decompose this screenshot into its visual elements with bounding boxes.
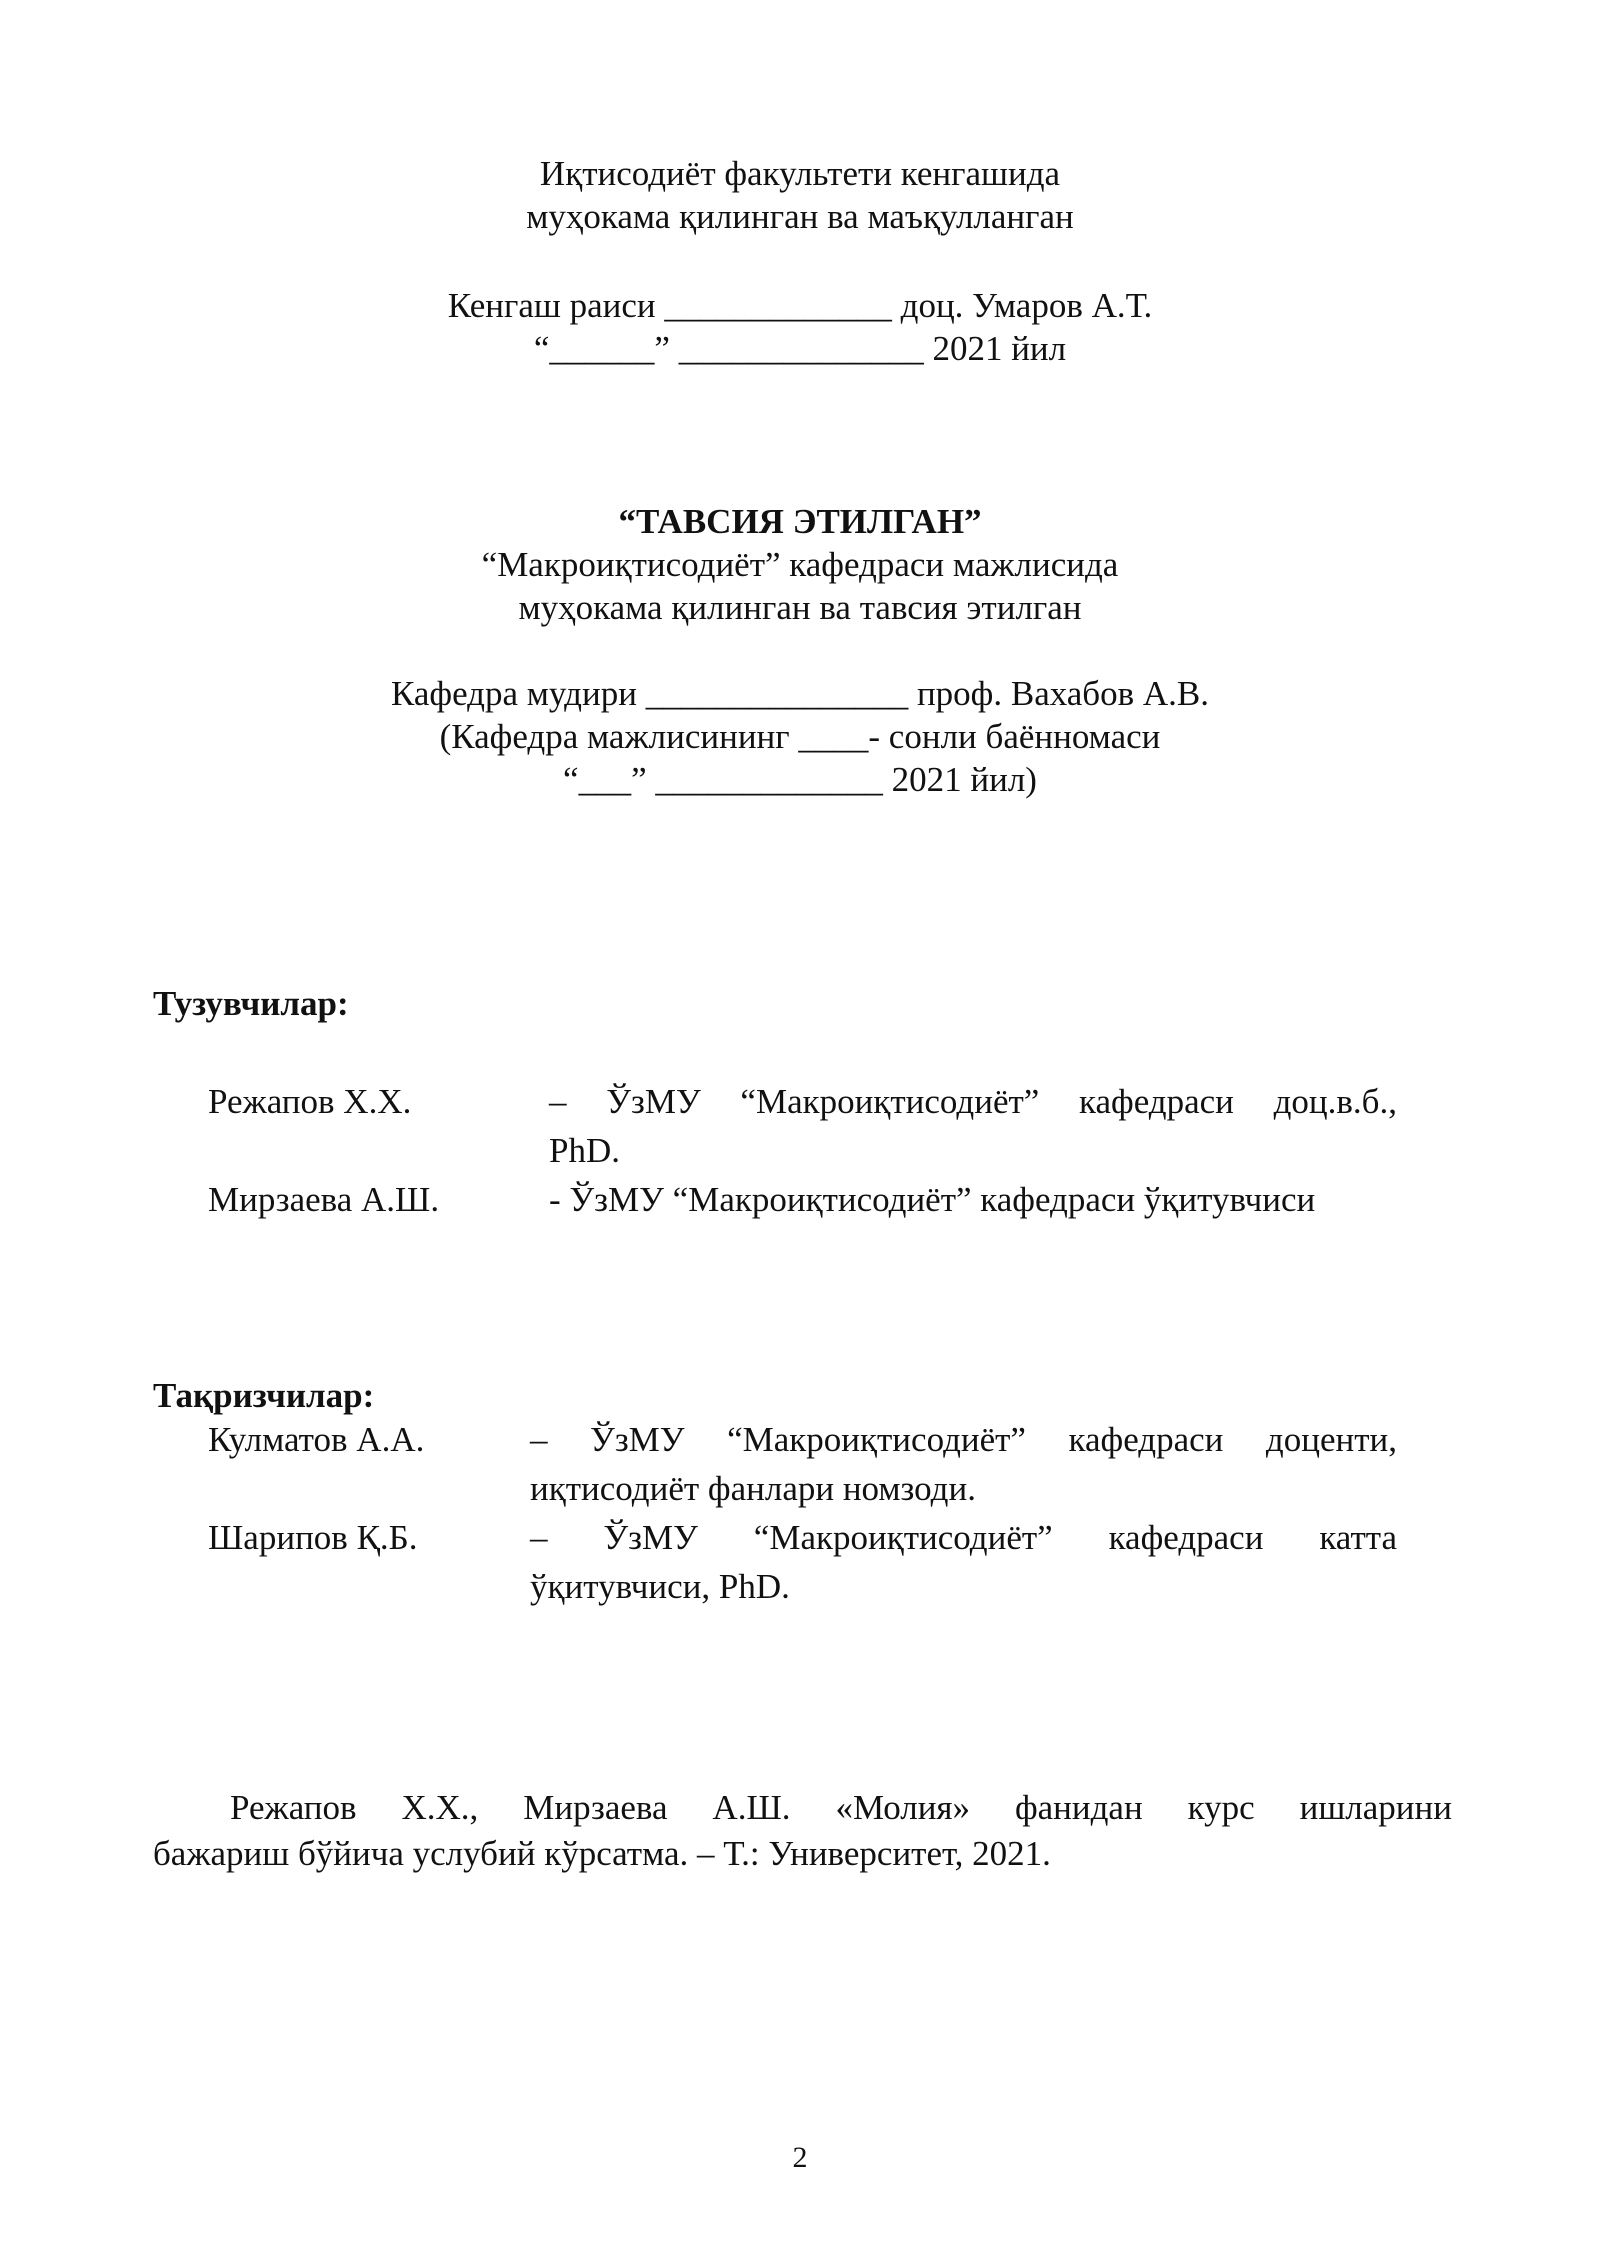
recommended-title: “ТАВСИЯ ЭТИЛГАН” bbox=[618, 502, 982, 541]
reviewer-description-cont: ўқитувчиси, PhD. bbox=[530, 1567, 790, 1606]
protocol-line: (Кафедра мажлисининг ____- сонли баённомаси bbox=[439, 717, 1161, 756]
approved-date-line: “______” ______________ 2021 йил bbox=[533, 329, 1067, 368]
reviewer-description: – ЎзМУ “Макроиқтисодиёт” кафедраси доценти, bbox=[530, 1420, 1397, 1459]
department-head-line: Кафедра мудири _______________ проф. Вахабов А.В. bbox=[390, 674, 1210, 713]
reviewer-description-cont: иқтисодиёт фанлари номзоди. bbox=[530, 1469, 976, 1508]
protocol-date-line: “___” _____________ 2021 йил) bbox=[563, 760, 1037, 799]
reviewer-name: Шарипов Қ.Б. bbox=[208, 1518, 418, 1557]
reviewer-description: – ЎзМУ “Макроиқтисодиёт” кафедраси катта bbox=[530, 1518, 1397, 1557]
approved-line-2: муҳокама қилинган ва маъқулланган bbox=[526, 197, 1074, 236]
compiler-description: – ЎзМУ “Макроиқтисодиёт” кафедраси доц.в.б., bbox=[549, 1082, 1397, 1121]
compiler-description-cont: PhD. bbox=[549, 1131, 620, 1170]
citation-line-1: Режапов Х.Х., Мирзаева А.Ш. «Молия» фанидан курс ишларини bbox=[230, 1788, 1452, 1827]
recommended-line-1: “Макроиқтисодиёт” кафедраси мажлисида bbox=[481, 545, 1119, 584]
recommended-line-2: муҳокама қилинган ва тавсия этилган bbox=[518, 588, 1082, 627]
compiler-description: - ЎзМУ “Макроиқтисодиёт” кафедраси ўқитувчиси bbox=[549, 1180, 1316, 1219]
reviewer-name: Кулматов А.А. bbox=[208, 1420, 425, 1459]
compiler-name: Режапов Х.Х. bbox=[208, 1082, 412, 1121]
reviewers-heading: Тақризчилар: bbox=[153, 1376, 375, 1415]
compiler-name: Мирзаева А.Ш. bbox=[208, 1180, 440, 1219]
page-number: 2 bbox=[792, 2141, 808, 2174]
council-chair-line: Кенгаш раиси _____________ доц. Умаров А.Т. bbox=[447, 286, 1153, 325]
compilers-heading: Тузувчилар: bbox=[153, 984, 349, 1023]
approved-line-1: Иқтисодиёт факультети кенгашида bbox=[539, 154, 1061, 193]
citation-line-2: бажариш бўйича услубий кўрсатма. – Т.: Университет, 2021. bbox=[153, 1834, 1051, 1873]
